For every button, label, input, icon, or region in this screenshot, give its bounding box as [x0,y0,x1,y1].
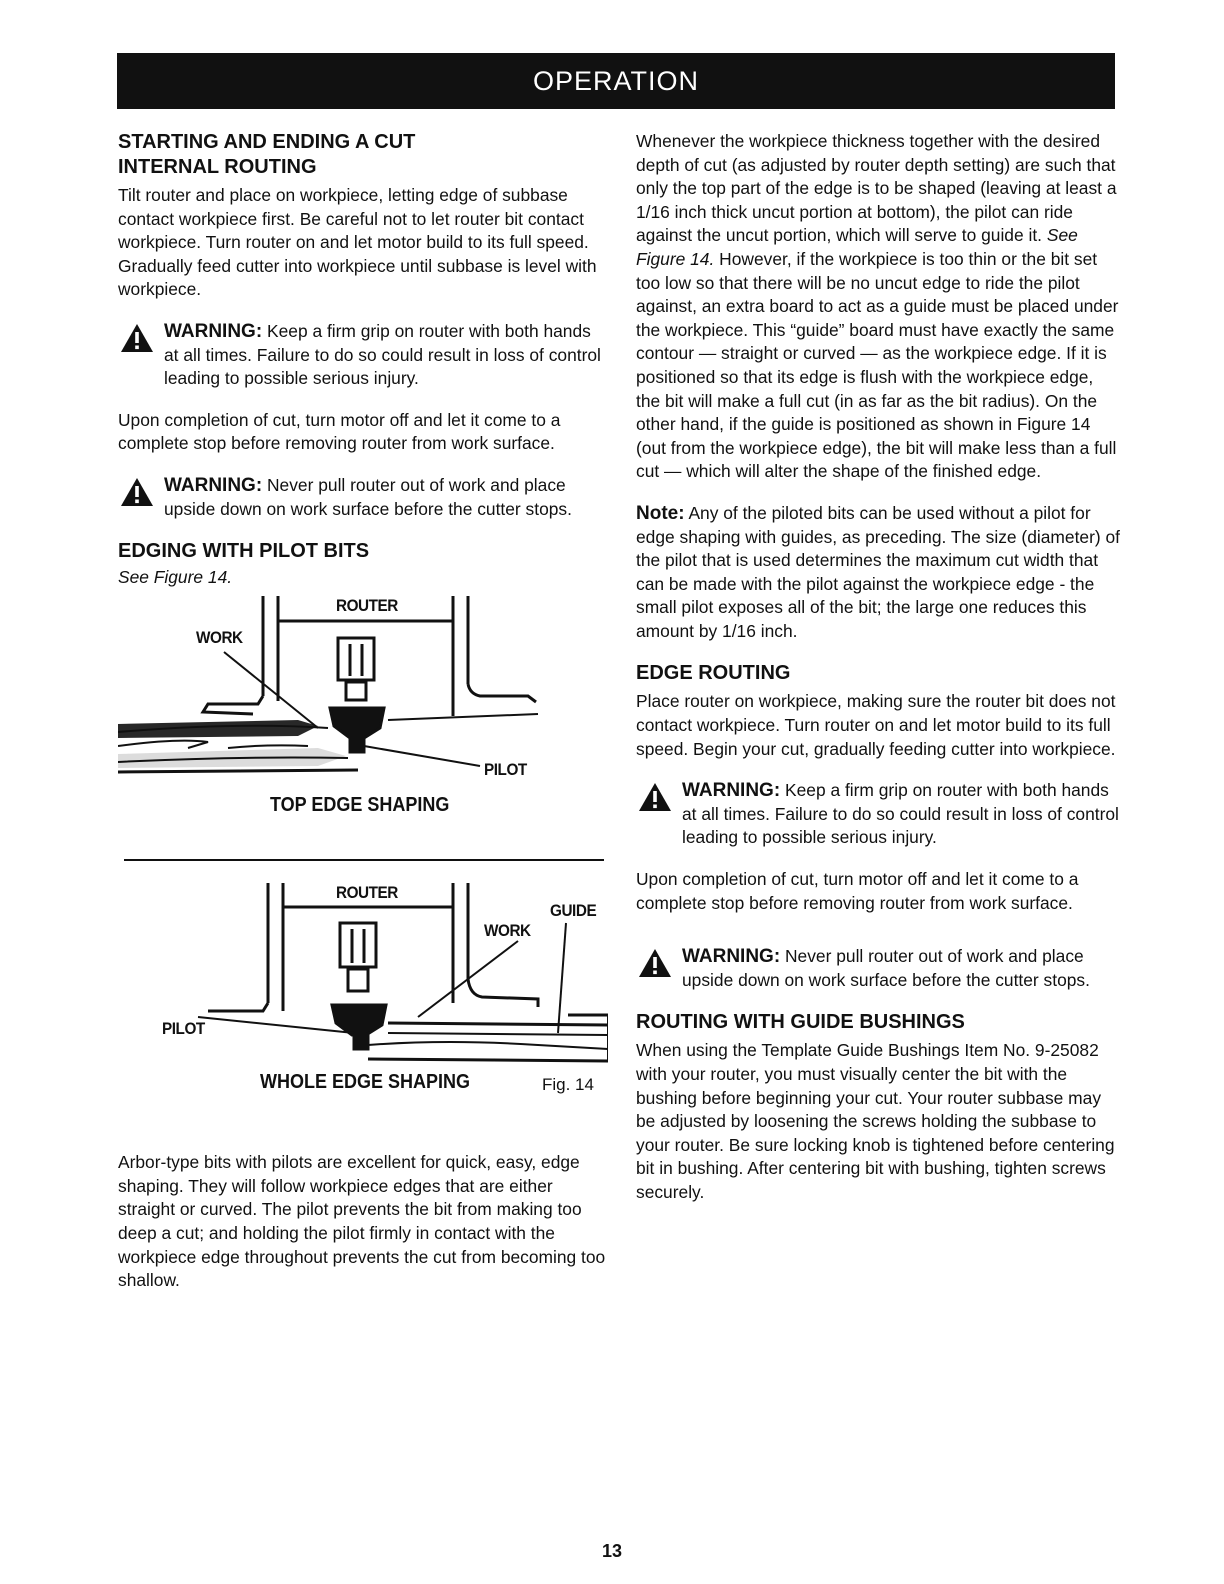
label-router: ROUTER [336,596,398,616]
paragraph-place-router: Place router on workpiece, making sure the router bit does not contact workpiece. Turn router on and let motor build to its full speed. Begin your cut, gradually feeding cutter into workpiece. [636,691,1116,759]
heading-starting-ending: STARTING AND ENDING A CUT INTERNAL ROUTING [118,131,416,178]
warning-triangle-icon [638,782,672,812]
figure-whole-edge-shaping [118,883,608,1145]
heading-guide-bushings: ROUTING WITH GUIDE BUSHINGS [636,1011,965,1034]
note-piloted-bits: Note: Any of the piloted bits can be used without a pilot for edge shaping with guides, as preceding. The size (diameter) of the pilot that is used determines the maximum cut width that can be made with the pilot against the workpiece edge - the small pilot exposes all of the bit; the large one reduces this amount by 1/16 inch. [636,502,1120,641]
label-work: WORK [484,921,531,941]
heading-edging-pilot-bits: EDGING WITH PILOT BITS [118,540,370,563]
figure-divider [124,859,604,861]
paragraph-tilt-router: Tilt router and place on workpiece, letting edge of subbase contact workpiece first. Be careful not to let router bit contact workpiece. Turn router on and let motor build to its full speed. Gradually feed cutter into workpiece until subbase is level with workpiece. [118,185,597,300]
label-guide: GUIDE [550,901,597,921]
warning-never-pull: WARNING: Never pull router out of work and place upside down on work surface before the cutter stops. [118,474,608,521]
section-banner: OPERATION [117,53,1115,109]
left-column [118,130,608,1293]
label-pilot: PILOT [484,760,527,780]
page-number: 13 [601,1541,623,1561]
paragraph-template-guide: When using the Template Guide Bushings Item No. 9-25082 with your router, you must visually center the bit with the bushing before beginning your cut. Your router subbase may be adjusted by loosening the screws holding the subbase to your router. Be sure locking knob is tightened before centering bit in bushing. After centering bit with bushing, tighten screws securely. [636,1040,1115,1202]
whole-edge-diagram [118,883,608,1145]
paragraph-completion-2: Upon completion of cut, turn motor off and let it come to a complete stop before removing router from work surface. [636,869,1079,913]
paragraph-workpiece-thickness: Whenever the workpiece thickness together with the desired depth of cut (as adjusted by router depth setting) are such that only the top part of the edge is to be shaped (leaving at least a 1/16 inch thick uncut portion at bottom), the pilot can ride against the uncut portion, which will serve to guide it. See Figure 14. However, if the workpiece is too thin or the bit set too low so that there will be no uncut edge to ride the pilot against, an extra board to act as a guide must be placed under the workpiece. This “guide” board must have exactly the same contour — straight or curved — as the workpiece edge. If it is positioned so that its edge is flush with the workpiece edge, the bit will make a full cut (in as far as the bit radius). On the other hand, if the guide is positioned as shown in Figure 14 (out from the workpiece edge), the bit will make less than a full cut — which will alter the shape of the finished edge. [636,131,1119,482]
label-pilot: PILOT [162,1019,205,1039]
figure-title-whole-edge: WHOLE EDGE SHAPING [260,1071,471,1094]
label-router: ROUTER [336,883,398,903]
warning-triangle-icon [120,477,154,507]
paragraph-arbor-type-bits: Arbor-type bits with pilots are excellent for quick, easy, edge shaping. They will follow workpiece edges that are either straight or curved. The pilot prevents the bit from making too deep a cut; and holding the pilot firmly in contact with the workpiece edge throughout prevents the cut from becoming too shallow. [118,1152,606,1291]
warning-triangle-icon [120,323,154,353]
heading-edge-routing: EDGE ROUTING [636,662,791,685]
figure-top-edge-shaping [118,596,608,851]
warning-firm-grip-2: WARNING: Keep a firm grip on router with both hands at all times. Failure to do so could result in loss of control leading to possible serious injury. [636,779,1121,850]
paragraph-completion: Upon completion of cut, turn motor off and let it come to a complete stop before removing router from work surface. [118,409,561,454]
warning-never-pull-2: WARNING: Never pull router out of work and place upside down on work surface before the cutter stops. [636,945,1121,992]
figure-number: Fig. 14 [542,1075,594,1095]
warning-firm-grip: WARNING: Keep a firm grip on router with both hands at all times. Failure to do so could result in loss of control leading to possible serious injury. [118,320,608,391]
figure-title-top-edge: TOP EDGE SHAPING [270,794,450,817]
see-figure-ref: See Figure 14. [118,567,233,588]
warning-triangle-icon [638,948,672,978]
label-work: WORK [196,628,243,648]
right-column [636,130,1121,1205]
